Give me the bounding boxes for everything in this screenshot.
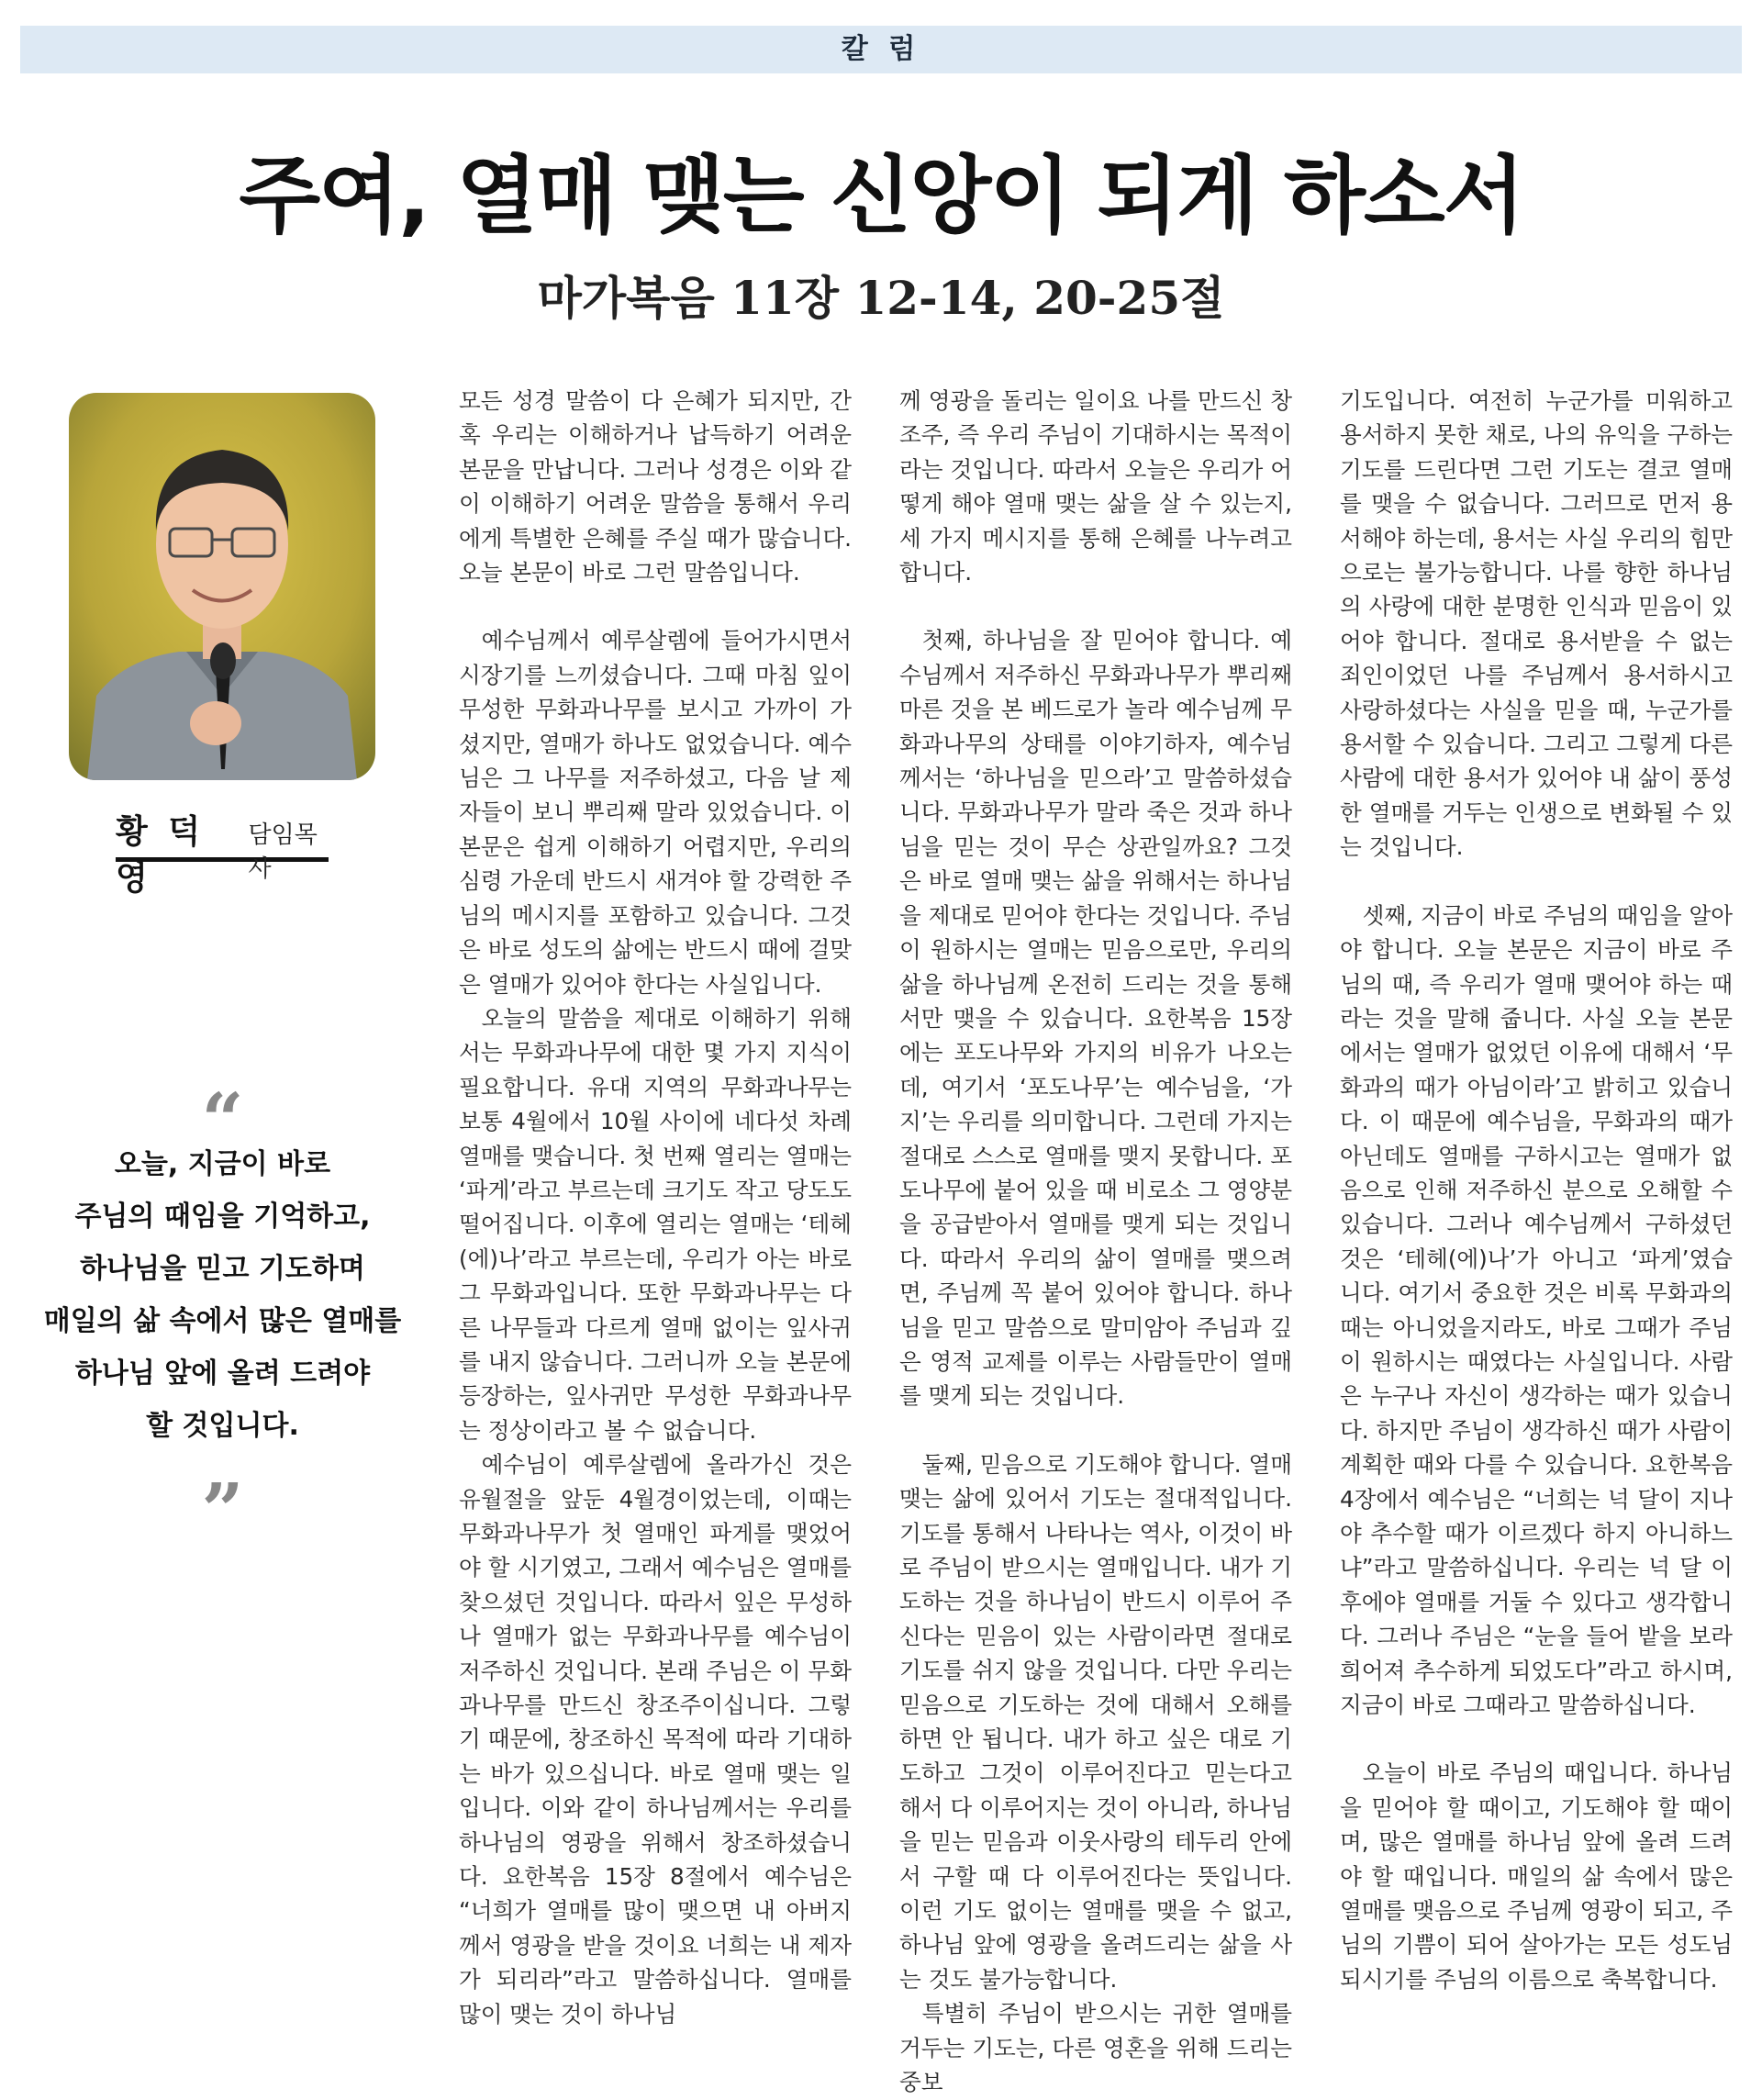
author-photo [69, 393, 375, 780]
author-name: 황 덕 영 [116, 813, 206, 898]
author-byline [116, 806, 329, 898]
pull-quote-line: 할 것입니다. [146, 1410, 299, 1442]
body-paragraph: 오늘이 바로 주님의 때입니다. 하나님을 믿어야 할 때이고, 기도해야 할 때이며, 많은 열매를 하나님 앞에 올려 드려야 할 때입니다. 매일의 삶 속에서 많은 열매를 맺음으로 주님께 영광이 되고, 주님의 기쁨이 되어 살아가는 모든 성도님 되시기를 주님의 이름으로 축복합니다. [1340, 1759, 1733, 1993]
close-quote-icon: ” [201, 1467, 244, 1553]
pull-quote-line: 매일의 삶 속에서 많은 열매를 [43, 1305, 402, 1337]
author-role: 담임목사 [248, 821, 318, 883]
body-column-2 [899, 384, 1292, 2100]
pull-quote-line: 하나님을 믿고 기도하며 [80, 1253, 365, 1285]
pull-quote [37, 1138, 408, 1452]
body-column-3 [1340, 384, 1733, 1996]
pull-quote-line: 하나님 앞에 올려 드려야 [74, 1357, 371, 1390]
body-paragraph: 예수님이 예루살렘에 올라가신 것은 유월절을 앞둔 4월경이었는데, 이때는 무화과나무가 첫 열매인 파게를 맺었어야 할 시기였고, 그래서 예수님은 열매를 찾으셨던 것입니다. 따라서 잎은 무성하나 열매가 없는 무화과나무를 예수님이 저주하신 것입니다. 본래 주님은 이 무화과나무를 만드신 창조주이십니다. 그렇기 때문에, 창조하신 목적에 따라 기대하는 바가 있으십니다. 바로 열매 맺는 일입니다. 이와 같이 하나님께서는 우리를 하나님의 영광을 위해서 창조하셨습니다. 요한복음 15장 8절에서 예수님은 “너희가 열매를 많이 맺으면 내 아버지께서 영광을 받을 것이요 너희는 내 제자가 되리라”라고 말씀하십니다. 열매를 많이 맺는 것이 하나님 [459, 1451, 852, 2027]
body-paragraph: 예수님께서 예루살렘에 들어가시면서 시장기를 느끼셨습니다. 그때 마침 잎이 무성한 무화과나무를 보시고 가까이 가셨지만, 열매가 하나도 없었습니다. 예수님은 그 나무를 저주하셨고, 다음 날 제자들이 보니 뿌리째 말라 있었습니다. 이 본문은 쉽게 이해하기 어렵지만, 우리의 심령 가운데 반드시 새겨야 할 강력한 주님의 메시지를 포함하고 있습니다. 그것은 바로 성도의 삶에는 반드시 때에 걸맞은 열매가 있어야 한다는 사실입니다. [459, 627, 852, 998]
body-column-1 [459, 384, 852, 2031]
article-subtitle: 마가복음 11장 12-14, 20-25절 [537, 271, 1225, 325]
article-title: 주여, 열매 맺는 신앙이 되게 하소서 [239, 147, 1523, 245]
section-header-bar [20, 26, 1742, 73]
body-paragraph: 셋째, 지금이 바로 주님의 때임을 알아야 합니다. 오늘 본문은 지금이 바로 주님의 때, 즉 우리가 열매 맺어야 하는 때라는 것을 말해 줍니다. 사실 오늘 본문에서는 열매가 없었던 이유에 대해서 ‘무화과의 때가 아님이라’고 밝히고 있습니다. 이 때문에 예수님을, 무화과의 때가 아닌데도 열매를 구하시고는 열매가 없음으로 인해 저주하신 분으로 오해할 수 있습니다. 그러나 예수님께서 구하셨던 것은 ‘테헤(에)나’가 아니고 ‘파게’였습니다. 여기서 중요한 것은 비록 무화과의 때는 아니었을지라도, 바로 그때가 주님이 원하시는 때였다는 사실입니다. 사람은 누구나 자신이 생각하는 때가 있습니다. 하지만 주님이 생각하신 때가 사람이 계획한 때와 다를 수 있습니다. 요한복음 4장에서 예수님은 “너희는 넉 달이 지나야 추수할 때가 이르겠다 하지 아니하느냐”라고 말씀하십니다. 우리는 넉 달 이후에야 열매를 거둘 수 있다고 생각합니다. 그러나 주님은 “눈을 들어 밭을 보라 희어져 추수하게 되었도다”라고 하시며, 지금이 바로 그때라고 말씀하십니다. [1340, 901, 1733, 1719]
section-label: 칼 럼 [841, 33, 921, 65]
pull-quote-line: 주님의 때임을 기억하고, [74, 1201, 371, 1233]
body-paragraph: 께 영광을 돌리는 일이요 나를 만드신 창조주, 즉 우리 주님이 기대하시는 목적이라는 것입니다. 따라서 오늘은 우리가 어떻게 해야 열매 맺는 삶을 살 수 있는지, 세 가지 메시지를 통해 은혜를 나누려고 합니다. [899, 387, 1292, 586]
body-paragraph: 기도입니다. 여전히 누군가를 미워하고 용서하지 못한 채로, 나의 유익을 구하는 기도를 드린다면 그런 기도는 결코 열매를 맺을 수 없습니다. 그러므로 먼저 용서해야 하는데, 용서는 사실 우리의 힘만으로는 불가능합니다. 나를 향한 하나님의 사랑에 대한 분명한 인식과 믿음이 있어야 합니다. 절대로 용서받을 수 없는 죄인이었던 나를 주님께서 용서하시고 사랑하셨다는 사실을 믿을 때, 누군가를 용서할 수 있습니다. 그리고 그렇게 다른 사람에 대한 용서가 있어야 내 삶이 풍성한 열매를 거두는 인생으로 변화될 수 있는 것입니다. [1340, 387, 1733, 861]
open-quote-icon: “ [201, 1077, 244, 1163]
body-paragraph: 둘째, 믿음으로 기도해야 합니다. 열매 맺는 삶에 있어서 기도는 절대적입니다. 기도를 통해서 나타나는 역사, 이것이 바로 주님이 받으시는 열매입니다. 내가 기도하는 것을 하나님이 반드시 이루어 주신다는 믿음이 있는 사람이라면 절대로 기도를 쉬지 않을 것입니다. 다만 우리는 믿음으로 기도하는 것에 대해서 오해를 하면 안 됩니다. 내가 하고 싶은 대로 기도하고 그것이 이루어진다고 믿는다고 해서 다 이루어지는 것이 아니라, 하나님을 믿는 믿음과 이웃사랑의 테두리 안에서 구할 때 다 이루어진다는 뜻입니다. 이런 기도 없이는 열매를 맺을 수 없고, 하나님 앞에 영광을 올려드리는 삶을 사는 것도 불가능합니다. [899, 1450, 1292, 1993]
body-paragraph: 오늘의 말씀을 제대로 이해하기 위해서는 무화과나무에 대한 몇 가지 지식이 필요합니다. 유대 지역의 무화과나무는 보통 4월에서 10월 사이에 네다섯 차례 열매를 맺습니다. 첫 번째 열리는 열매는 ‘파게’라고 부르는데 크기도 작고 당도도 떨어집니다. 이후에 열리는 열매는 ‘테헤(에)나’라고 부르는데, 우리가 아는 바로 그 무화과입니다. 또한 무화과나무는 다른 나무들과 다르게 열매 없이는 잎사귀를 내지 않습니다. 그러니까 오늘 본문에 등장하는, 잎사귀만 무성한 무화과나무는 정상이라고 볼 수 없습니다. [459, 1004, 852, 1444]
pull-quote-line: 오늘, 지금이 바로 [114, 1148, 331, 1180]
body-paragraph: 첫째, 하나님을 잘 믿어야 합니다. 예수님께서 저주하신 무화과나무가 뿌리째 마른 것을 본 베드로가 놀라 예수님께 무화과나무의 상태를 이야기하자, 예수님께서는 ‘하나님을 믿으라’고 말씀하셨습니다. 무화과나무가 말라 죽은 것과 하나님을 믿는 것이 무슨 상관일까요? 그것은 바로 열매 맺는 삶을 위해서는 하나님을 제대로 믿어야 한다는 것입니다. 주님이 원하시는 열매는 믿음으로만, 우리의 삶을 하나님께 온전히 드리는 것을 통해서만 맺을 수 있습니다. 요한복음 15장에는 포도나무와 가지의 비유가 나오는데, 여기서 ‘포도나무’는 예수님을, ‘가지’는 우리를 의미합니다. 그런데 가지는 절대로 스스로 열매를 맺지 못합니다. 포도나무에 붙어 있을 때 비로소 그 영양분을 공급받아서 열매를 맺게 되는 것입니다. 따라서 우리의 삶이 열매를 맺으려면, 주님께 꼭 붙어 있어야 합니다. 하나님을 믿고 말씀으로 말미암아 주님과 깊은 영적 교제를 이루는 사람들만이 열매를 맺게 되는 것입니다. [899, 627, 1292, 1410]
body-paragraph: 모든 성경 말씀이 다 은혜가 되지만, 간혹 우리는 이해하거나 납득하기 어려운 본문을 만납니다. 그러나 성경은 이와 같이 이해하기 어려운 말씀을 통해서 우리에게 특별한 은혜를 주실 때가 많습니다. 오늘 본문이 바로 그런 말씀입니다. [459, 387, 852, 586]
body-paragraph: 특별히 주님이 받으시는 귀한 열매를 거두는 기도는, 다른 영혼을 위해 드리는 중보 [899, 2000, 1292, 2096]
